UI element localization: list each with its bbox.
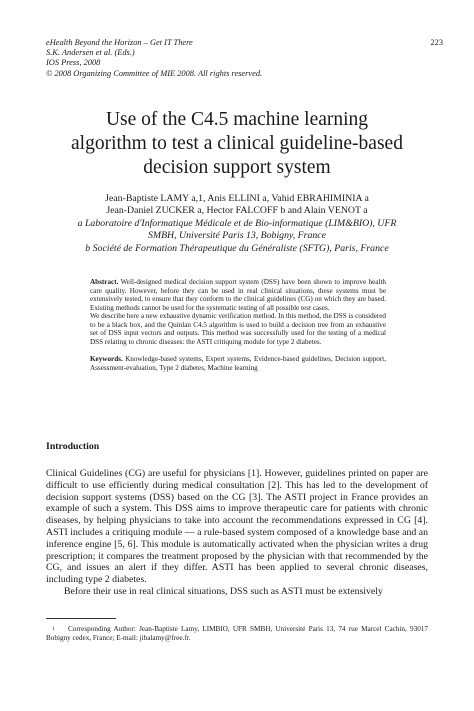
body-paragraph-2: Before their use in real clinical situations, DSS such as ASTI must be extensively [64, 585, 383, 597]
title-line-3: decision support system [143, 157, 331, 178]
title-line-1: Use of the C4.5 machine learning [105, 109, 369, 130]
running-header [46, 38, 446, 79]
keywords [90, 355, 386, 372]
author-line-1: Jean-Baptiste LAMY a,1, Anis ELLINI a, Vahid EBRAHIMINIA a [105, 193, 369, 204]
author-line-2: Jean-Daniel ZUCKER a, Hector FALCOFF b and Alain VENOT a [106, 205, 368, 217]
title-line-2: algorithm to test a clinical guideline-based [71, 133, 403, 154]
abstract-paragraph-1 [90, 278, 386, 312]
footnote-rule [46, 618, 116, 619]
paper-title [20, 108, 454, 180]
footnote-text: Corresponding Author: Jean-Baptiste Lamy, LIMBIO, UFR SMBH, Université Paris 13, 74 rue Marcel Cachin, 93017 Bobigny cedex, France; E-mail: jibalamy@free.fr. [46, 625, 428, 642]
abstract-paragraph-2: We describe here a new exhaustive dynamic verification method. In this method, the DSS is considered to be a black box, and the Quinlan C4.5 algorithm is used to build a decision tree from an exhaustive set of DSS input vectors and outputs. This method was successfully used for the testing of a medical DSS relating to chronic diseases: the ASTI critiquing module for type 2 diabetes. [90, 312, 386, 346]
affiliation-b: b Société de Formation Thérapeutique du Généraliste (SFTG), Paris, France [85, 242, 389, 254]
affiliation-a-line-2: SMBH, Université Paris 13, Bobigny, France [148, 230, 326, 242]
abstract-text-1: Well-designed medical decision support system (DSS) have been shown to improve health care quality. However, before they can be used in real clinical situations, these systems must be extensively tested, to ensure that they conform to the clinical guidelines (CG) on which they are based. Existing methods cannot be used for the systematic testing of all possible test cases. [90, 278, 387, 312]
keywords-text: Knowledge-based systems, Expert systems, Evidence-based guidelines, Decision support, Assessment-evaluation, Type 2 diabetes, Machine learning [90, 355, 386, 372]
body-paragraph-1: Clinical Guidelines (CG) are useful for physicians [1]. However, guidelines printed on paper are difficult to use efficiently during medical consultation [2]. This has led to the development of decision support systems (DSS) based on the CG [3]. The ASTI project in France provides an example of such a system. This DSS aims to improve therapeutic care for patients with chronic diseases, by helping physicians to take into account the recommendations expressed in CG [4]. ASTI includes a critiquing module — a rule-based system composed of a knowledge base and an inference engine [5, 6]. This module is automatically activated when the physician writes a drug prescription; it compares the treatment proposed by the physician with that recommended by the CG, and issues an alert if they differ. ASTI has been applied to several chronic diseases, including type 2 diabetes. [46, 468, 428, 586]
affiliation-a-line-1: a Laboratoire d'Informatique Médicale et de Bio-informatique (LIM&BIO), UFR [77, 217, 397, 229]
footnote-mark: 1 [52, 626, 55, 632]
keywords-label: Keywords. [90, 355, 123, 364]
body-text [46, 468, 428, 598]
section-heading-introduction: Introduction [46, 441, 100, 452]
header-line-publisher: IOS Press, 2008 [46, 58, 101, 68]
header-line-copyright: © 2008 Organizing Committee of MIE 2008. All rights reserved. [46, 68, 263, 78]
abstract-label: Abstract. [90, 278, 119, 286]
header-line-editors: S.K. Andersen et al. (Eds.) [46, 48, 135, 58]
abstract [90, 278, 386, 372]
page-number: 223 [430, 38, 443, 47]
footnote [46, 625, 428, 643]
header-line-book-title: eHealth Beyond the Horizon – Get IT There [46, 38, 193, 47]
author-block [20, 193, 454, 255]
